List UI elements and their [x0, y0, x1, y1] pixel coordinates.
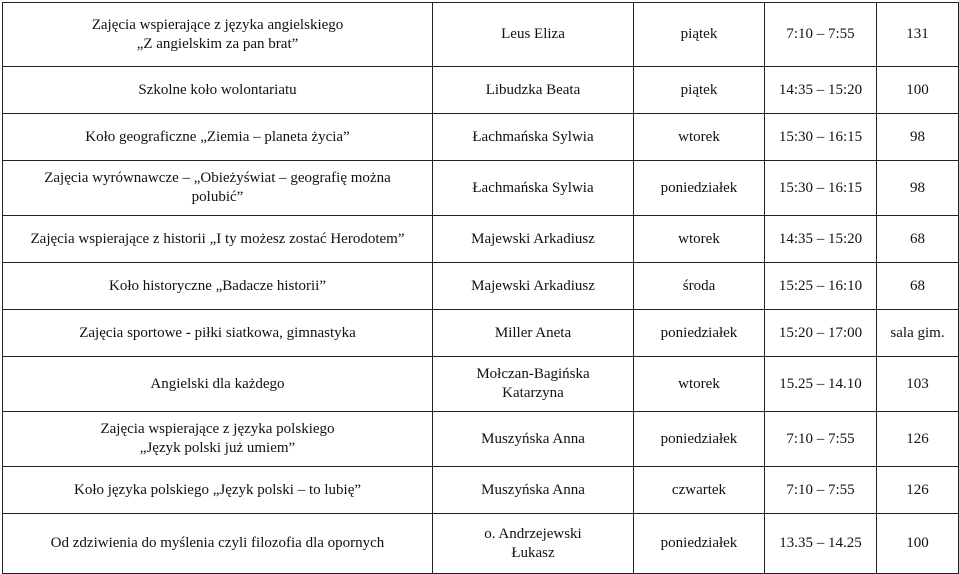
teacher-name: Libudzka Beata — [485, 81, 581, 98]
room-cell: 131 — [877, 3, 959, 67]
course-name: Zajęcia wspierające z języka angielskiego — [91, 16, 344, 33]
day-cell: poniedziałek — [634, 514, 765, 574]
teacher-cell — [433, 3, 634, 67]
day-cell: wtorek — [634, 357, 765, 412]
room-cell: 126 — [877, 412, 959, 467]
table-row — [3, 412, 959, 467]
course-cell — [3, 412, 433, 467]
table-row — [3, 467, 959, 514]
course-cell — [3, 67, 433, 114]
course-cell — [3, 263, 433, 310]
course-cell — [3, 310, 433, 357]
time-cell: 15:20 – 17:00 — [765, 310, 877, 357]
time-cell: 7:10 – 7:55 — [765, 3, 877, 67]
day-cell: poniedziałek — [634, 161, 765, 216]
table-row — [3, 3, 959, 67]
course-name: Zajęcia wspierające z języka polskiego — [100, 421, 335, 437]
course-cell — [3, 514, 433, 574]
table-row — [3, 357, 959, 412]
course-cell — [3, 161, 433, 216]
course-name: Koło języka polskiego „Język polski – to lubię” — [73, 481, 362, 498]
teacher-name: Majewski Arkadiusz — [471, 277, 595, 294]
room-cell: 98 — [877, 161, 959, 216]
room-cell: 98 — [877, 114, 959, 161]
course-cell — [3, 357, 433, 412]
teacher-cell — [433, 310, 634, 357]
day-cell: piątek — [634, 67, 765, 114]
time-cell: 15.25 – 14.10 — [765, 357, 877, 412]
time-cell: 15:30 – 16:15 — [765, 161, 877, 216]
day-cell: poniedziałek — [634, 412, 765, 467]
room-cell: 103 — [877, 357, 959, 412]
teacher-name: Mołczan-Bagińska — [476, 366, 590, 382]
day-cell: wtorek — [634, 114, 765, 161]
course-cell — [3, 216, 433, 263]
room-cell: 126 — [877, 467, 959, 514]
teacher-name: Majewski Arkadiusz — [471, 230, 595, 247]
table-row — [3, 67, 959, 114]
teacher-cell — [433, 467, 634, 514]
course-name: Szkolne koło wolontariatu — [138, 81, 297, 98]
time-cell: 14:35 – 15:20 — [765, 216, 877, 263]
course-name: „Język polski już umiem” — [139, 440, 296, 456]
teacher-cell — [433, 263, 634, 310]
course-name: Zajęcia wspierające z historii „I ty możesz zostać Herodotem” — [30, 230, 405, 247]
teacher-cell — [433, 114, 634, 161]
day-cell: środa — [634, 263, 765, 310]
time-cell: 7:10 – 7:55 — [765, 467, 877, 514]
teacher-name: o. Andrzejewski — [484, 525, 582, 542]
schedule-table — [2, 2, 959, 574]
room-cell: 100 — [877, 514, 959, 574]
course-name: Koło geograficzne „Ziemia – planeta życia” — [85, 128, 350, 145]
time-cell: 13.35 – 14.25 — [765, 514, 877, 574]
teacher-name: Łachmańska Sylwia — [472, 179, 594, 196]
teacher-cell — [433, 67, 634, 114]
day-cell: czwartek — [634, 467, 765, 514]
time-cell: 15:30 – 16:15 — [765, 114, 877, 161]
room-cell: 68 — [877, 263, 959, 310]
teacher-cell — [433, 357, 634, 412]
teacher-name: Katarzyna — [502, 385, 564, 401]
room-cell: 68 — [877, 216, 959, 263]
table-row — [3, 114, 959, 161]
teacher-name: Muszyńska Anna — [481, 430, 585, 447]
teacher-name: Łukasz — [511, 544, 555, 561]
course-name: „Z angielskim za pan brat” — [136, 35, 299, 52]
table-row — [3, 514, 959, 574]
time-cell: 7:10 – 7:55 — [765, 412, 877, 467]
room-cell: 100 — [877, 67, 959, 114]
teacher-name: Miller Aneta — [494, 324, 572, 341]
teacher-cell — [433, 514, 634, 574]
room-cell: sala gim. — [877, 310, 959, 357]
teacher-cell — [433, 161, 634, 216]
time-cell: 15:25 – 16:10 — [765, 263, 877, 310]
teacher-cell — [433, 216, 634, 263]
course-name: Zajęcia sportowe - piłki siatkowa, gimnastyka — [79, 324, 356, 341]
time-cell: 14:35 – 15:20 — [765, 67, 877, 114]
day-cell: piątek — [634, 3, 765, 67]
course-name: Zajęcia wyrównawcze – „Obieżyświat – geografię można — [44, 170, 391, 186]
teacher-name: Muszyńska Anna — [481, 481, 585, 498]
day-cell: wtorek — [634, 216, 765, 263]
course-name: Od zdziwienia do myślenia czyli filozofia dla opornych — [50, 535, 385, 551]
table-row — [3, 161, 959, 216]
day-cell: poniedziałek — [634, 310, 765, 357]
table-row — [3, 263, 959, 310]
table-row — [3, 310, 959, 357]
teacher-name: Łachmańska Sylwia — [472, 128, 594, 145]
course-name: Koło historyczne „Badacze historii” — [108, 277, 326, 294]
table-row — [3, 216, 959, 263]
course-name: polubić” — [191, 189, 244, 205]
course-cell — [3, 114, 433, 161]
course-cell — [3, 467, 433, 514]
course-cell — [3, 3, 433, 67]
teacher-name: Leus Eliza — [501, 26, 565, 42]
course-name: Angielski dla każdego — [150, 375, 285, 392]
teacher-cell — [433, 412, 634, 467]
